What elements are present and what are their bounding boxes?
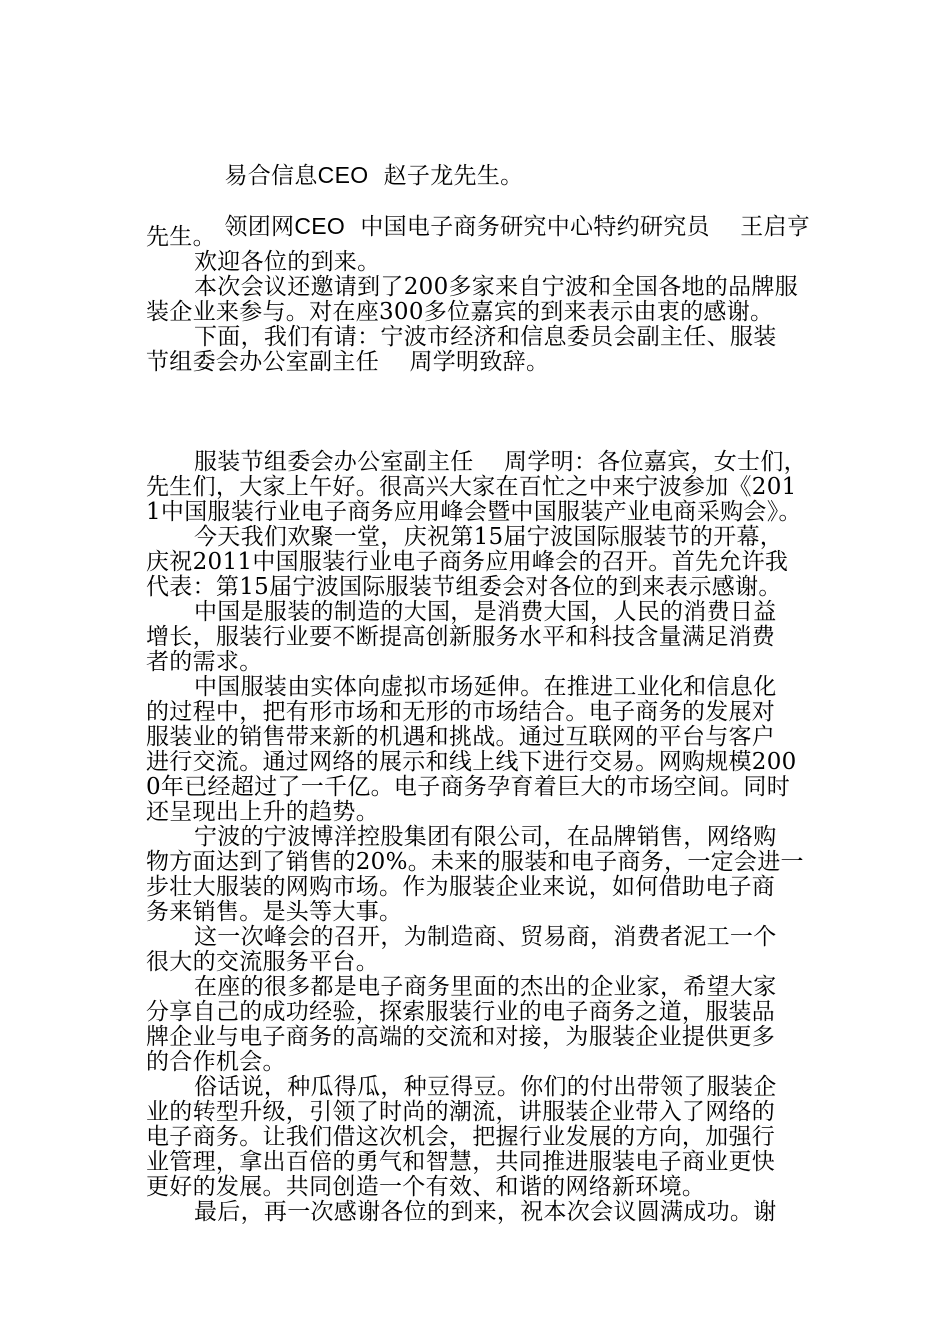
speech-line: 这一次峰会的召开，为制造商、贸易商，消费者泥工一个 — [194, 924, 777, 950]
guest-line-2-cont: 先生。 — [146, 224, 216, 250]
guest-2-title: CEO — [294, 213, 346, 239]
next-speaker-line-2: 节组委会办公室副主任 周学明致辞。 — [146, 349, 550, 375]
guest-1-company: 易合信息 — [224, 163, 318, 189]
speech-line: 进行交流。通过网络的展示和线上线下进行交易。网购规模200 — [146, 749, 797, 775]
speech-line: 先生们，大家上午好。很高兴大家在百忙之中来宁波参加《201 — [146, 474, 797, 500]
speech-line: 务来销售。是头等大事。 — [146, 899, 403, 925]
speech-line: 步壮大服装的网购市场。作为服装企业来说，如何借助电子商 — [146, 874, 776, 900]
speech-line: 的过程中，把有形市场和无形的市场结合。电子商务的发展对 — [146, 699, 776, 725]
speech-line: 很大的交流服务平台。 — [146, 949, 379, 975]
speech-line: 更好的发展。共同创造一个有效、和谐的网络新环境。 — [146, 1174, 706, 1200]
speech-line: 的合作机会。 — [146, 1049, 286, 1075]
speech-line: 电子商务。让我们借这次机会，把握行业发展的方向，加强行 — [146, 1124, 776, 1150]
speech-line: 增长，服装行业要不断提高创新服务水平和科技含量满足消费 — [146, 624, 776, 650]
next-speaker-line-1: 下面，我们有请：宁波市经济和信息委员会副主任、服装 — [194, 324, 777, 350]
speech-line: 者的需求。 — [146, 649, 263, 675]
speech-line: 物方面达到了销售的20%。未来的服装和电子商务，一定会进一 — [146, 849, 804, 875]
guest-2-company: 领团网 — [224, 214, 295, 240]
speech-line: 中国是服装的制造的大国，是消费大国，人民的消费日益 — [194, 599, 777, 625]
invite-line-1: 本次会议还邀请到了200多家来自宁波和全国各地的品牌服 — [194, 274, 798, 300]
speech-line: 0年已经超过了一千亿。电子商务孕育着巨大的市场空间。同时 — [146, 774, 791, 800]
speech-line: 业的转型升级，引领了时尚的潮流，讲服装企业带入了网络的 — [146, 1099, 776, 1125]
guest-2-rest: 中国电子商务研究中心特约研究员 王启亨 — [345, 214, 811, 240]
speech-line: 在座的很多都是电子商务里面的杰出的企业家，希望大家 — [194, 974, 777, 1000]
speech-line: 还呈现出上升的趋势。 — [146, 799, 379, 825]
speech-line: 俗话说，种瓜得瓜，种豆得豆。你们的付出带领了服装企 — [194, 1074, 777, 1100]
speech-line: 服装业的销售带来新的机遇和挑战。通过互联网的平台与客户 — [146, 724, 776, 750]
guest-1-name: 赵子龙先生。 — [368, 163, 524, 189]
speech-line: 牌企业与电子商务的高端的交流和对接，为服装企业提供更多 — [146, 1024, 776, 1050]
speech-line: 服装节组委会办公室副主任 周学明：各位嘉宾，女士们， — [194, 449, 807, 475]
speech-line: 中国服装由实体向虚拟市场延伸。在推进工业化和信息化 — [194, 674, 777, 700]
speech-line: 业管理，拿出百倍的勇气和智慧，共同推进服装电子商业更快 — [146, 1149, 776, 1175]
speech-line: 今天我们欢聚一堂，庆祝第15届宁波国际服装节的开幕， — [194, 524, 784, 550]
speech-line: 最后，再一次感谢各位的到来，祝本次会议圆满成功。谢 — [194, 1199, 777, 1225]
speech-line: 庆祝2011中国服装行业电子商务应用峰会的召开。首先允许我 — [146, 549, 789, 575]
welcome-line: 欢迎各位的到来。 — [194, 249, 381, 275]
guest-1-title: CEO — [317, 162, 369, 188]
speech-line: 1中国服装行业电子商务应用峰会暨中国服装产业电商采购会》。 — [146, 499, 802, 525]
speech-line: 宁波的宁波博洋控股集团有限公司，在品牌销售，网络购 — [194, 824, 777, 850]
speech-line: 分享自己的成功经验，探索服装行业的电子商务之道，服装品 — [146, 999, 776, 1025]
invite-line-2: 装企业来参与。对在座300多位嘉宾的到来表示由衷的感谢。 — [146, 299, 774, 325]
speech-line: 代表：第15届宁波国际服装节组委会对各位的到来表示感谢。 — [146, 574, 782, 600]
